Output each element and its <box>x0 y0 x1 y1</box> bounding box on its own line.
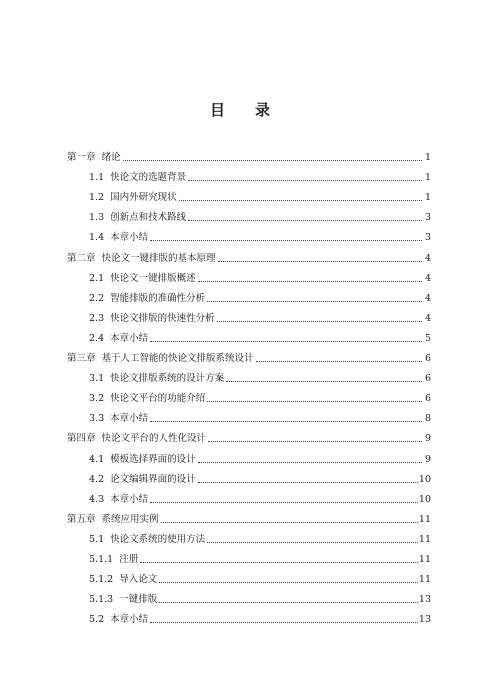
toc-entry-number: 5.2 <box>89 614 105 626</box>
toc-entry-number: 第三章 <box>67 353 96 364</box>
toc-entry-page-number: 4 <box>424 252 431 264</box>
toc-entry-label <box>67 513 160 526</box>
toc-entry-number: 1.4 <box>89 232 105 244</box>
toc-entry-label <box>89 453 197 466</box>
toc-entry-text: 国内外研究现状 <box>110 192 177 204</box>
toc-entry[interactable] <box>89 188 431 204</box>
toc-entry[interactable] <box>89 470 431 486</box>
toc-entry-text: 模板选择界面的设计 <box>110 453 196 465</box>
toc-entry[interactable] <box>89 369 431 385</box>
toc-dot-leader <box>150 622 418 623</box>
toc-entry-label <box>89 593 158 606</box>
toc-dot-leader <box>207 401 422 402</box>
toc-entry-number: 4.2 <box>89 473 105 485</box>
toc-dot-leader <box>188 180 422 181</box>
toc-entry[interactable] <box>67 349 431 365</box>
toc-entry-text: 快论文平台的人性化设计 <box>101 433 207 445</box>
toc-entry-number: 3.2 <box>89 393 105 405</box>
toc-entry-text: 绪论 <box>101 152 121 163</box>
toc-entry-text: 快论文的选题背景 <box>110 172 187 184</box>
toc-entry-label <box>89 231 149 244</box>
toc-dot-leader <box>207 542 418 543</box>
toc-entry-page-number: 1 <box>424 192 431 204</box>
toc-entry-label <box>89 312 216 325</box>
toc-entry-number: 4.3 <box>89 493 105 505</box>
toc-entry-page-number: 13 <box>418 614 431 626</box>
toc-entry-page-number: 11 <box>418 513 431 525</box>
toc-entry-text: 基于人工智能的快论文排版系统设计 <box>101 353 254 364</box>
toc-entry[interactable] <box>89 450 431 466</box>
toc-entry[interactable] <box>89 168 431 184</box>
toc-entry-page-number: 4 <box>424 272 431 284</box>
toc-entry-number: 1.2 <box>89 192 105 204</box>
toc-entry-number: 5.1.2 <box>89 574 114 586</box>
toc-entry[interactable] <box>89 530 431 546</box>
toc-dot-leader <box>198 462 422 463</box>
toc-entry-page-number: 4 <box>424 292 431 304</box>
toc-entry-label <box>89 392 206 405</box>
toc-dot-leader <box>150 341 422 342</box>
toc-entry[interactable] <box>89 550 431 566</box>
toc-entry-text: 快论文一键排版概述 <box>110 272 196 284</box>
toc-entry[interactable] <box>67 510 431 526</box>
toc-entry-text: 本章小结 <box>110 232 149 244</box>
toc-dot-leader <box>150 502 418 503</box>
toc-entry-number: 2.4 <box>89 332 105 344</box>
toc-entry-text: 系统应用实例 <box>101 513 159 525</box>
toc-dot-leader <box>159 602 418 603</box>
toc-entry-number: 1.3 <box>89 212 105 224</box>
toc-entry[interactable] <box>89 309 431 325</box>
toc-entry-text: 创新点和技术路线 <box>110 212 187 224</box>
toc-entry-text: 本章小结 <box>110 332 149 344</box>
toc-entry-page-number: 10 <box>418 473 431 485</box>
toc-entry-page-number: 6 <box>424 373 431 385</box>
toc-entry[interactable] <box>89 409 431 425</box>
toc-entry-number: 3.1 <box>89 373 105 385</box>
toc-entry-label <box>89 372 225 385</box>
toc-entry-page-number: 4 <box>424 312 431 324</box>
toc-entry[interactable] <box>89 329 431 345</box>
toc-entry-number: 5.1.3 <box>89 594 114 606</box>
toc-entry-label <box>67 151 122 164</box>
toc-entry-label <box>89 533 206 546</box>
toc-entry-label <box>67 352 255 365</box>
toc-entry-label <box>89 171 187 184</box>
toc-entry-label <box>89 292 206 305</box>
toc-entry-number: 2.3 <box>89 312 105 324</box>
toc-entry-text: 导入论文 <box>119 574 158 586</box>
toc-dot-leader <box>217 321 422 322</box>
toc-entry-label <box>89 613 149 626</box>
toc-entry-text: 本章小结 <box>110 493 149 505</box>
toc-entry-text: 注册 <box>119 554 139 565</box>
toc-entry-number: 第二章 <box>67 252 96 264</box>
toc-dot-leader <box>179 200 422 201</box>
toc-title-part1: 目 <box>209 101 225 119</box>
toc-entry-label <box>89 473 197 486</box>
toc-entry[interactable] <box>89 208 431 224</box>
toc-entry-number: 4.1 <box>89 453 105 465</box>
toc-dot-leader <box>161 522 418 523</box>
toc-entry-page-number: 13 <box>418 594 431 606</box>
toc-entry-page-number: 11 <box>418 574 431 586</box>
toc-entry-page-number: 11 <box>418 533 431 545</box>
toc-entry[interactable] <box>89 269 431 285</box>
toc-entry[interactable] <box>89 389 431 405</box>
toc-entry-label <box>89 191 178 204</box>
toc-entry-page-number: 6 <box>424 393 431 405</box>
toc-entry-page-number: 1 <box>424 152 431 163</box>
toc-entry-number: 第一章 <box>67 152 96 163</box>
toc-dot-leader <box>150 421 422 422</box>
toc-entry[interactable] <box>89 289 431 305</box>
toc-entry-text: 快论文排版系统的设计方案 <box>110 373 225 385</box>
toc-entry-number: 第四章 <box>67 433 96 445</box>
toc-entry-text: 快论文排版的快速性分析 <box>110 312 215 324</box>
toc-dot-leader <box>123 160 422 161</box>
toc-entry-page-number: 1 <box>424 172 431 184</box>
toc-entry-page-number: 9 <box>424 433 431 445</box>
toc-dot-leader <box>208 441 422 442</box>
toc-entry-text: 本章小结 <box>110 614 149 626</box>
toc-dot-leader <box>256 361 422 362</box>
toc-dot-leader <box>159 582 418 583</box>
toc-entry-text: 一键排版 <box>119 594 158 606</box>
toc-entry-label <box>89 493 149 506</box>
toc-entry-text: 快论文系统的使用方法 <box>110 533 206 545</box>
toc-entry-label <box>89 211 187 224</box>
toc-entry-label <box>89 332 149 345</box>
toc-dot-leader <box>218 261 422 262</box>
toc-entry[interactable] <box>89 590 431 606</box>
toc-entry-label <box>67 252 217 265</box>
toc-entry-label <box>89 412 149 425</box>
toc-dot-leader <box>198 281 422 282</box>
toc-dot-leader <box>140 562 418 563</box>
toc-dot-leader <box>188 220 422 221</box>
toc-entry[interactable] <box>89 490 431 506</box>
toc-entry[interactable] <box>89 610 431 626</box>
toc-entry-page-number: 10 <box>418 493 431 505</box>
toc-entry-number: 第五章 <box>67 513 96 525</box>
toc-entry-text: 本章小结 <box>110 413 149 425</box>
toc-entry[interactable] <box>67 249 431 265</box>
toc-entry-page-number: 11 <box>418 554 431 565</box>
toc-entry-page-number: 5 <box>424 332 431 344</box>
toc-entry-number: 2.2 <box>89 292 105 304</box>
toc-dot-leader <box>226 381 422 382</box>
toc-title <box>0 101 480 119</box>
toc-entry[interactable] <box>89 570 431 586</box>
toc-entry-text: 快论文一键排版的基本原理 <box>101 252 216 264</box>
toc-dot-leader <box>150 240 422 241</box>
toc-entry-text: 论文编辑界面的设计 <box>110 473 196 485</box>
toc-entry-text: 快论文平台的功能介绍 <box>110 393 206 405</box>
toc-dot-leader <box>207 301 422 302</box>
toc-entry[interactable] <box>89 228 431 244</box>
toc-entry-label <box>89 573 158 586</box>
toc-entry-number: 5.1.1 <box>89 554 114 565</box>
toc-entry-label <box>67 432 207 445</box>
toc-entry-page-number: 3 <box>424 212 431 224</box>
toc-entry-page-number: 6 <box>424 353 431 364</box>
toc-dot-leader <box>198 482 418 483</box>
toc-entry-page-number: 8 <box>424 413 431 425</box>
toc-entry-label <box>89 553 139 566</box>
toc-entry-text: 智能排版的准确性分析 <box>110 292 206 304</box>
toc-entry[interactable] <box>67 148 431 164</box>
toc-entry-number: 2.1 <box>89 272 105 284</box>
toc-title-part2: 录 <box>255 101 271 119</box>
toc-entry-page-number: 3 <box>424 232 431 244</box>
toc-entry-number: 3.3 <box>89 413 105 425</box>
toc-entry-number: 5.1 <box>89 533 105 545</box>
toc-entry-label <box>89 272 197 285</box>
toc-entry-number: 1.1 <box>89 172 105 184</box>
toc-entry[interactable] <box>67 429 431 445</box>
toc-entry-page-number: 9 <box>424 453 431 465</box>
